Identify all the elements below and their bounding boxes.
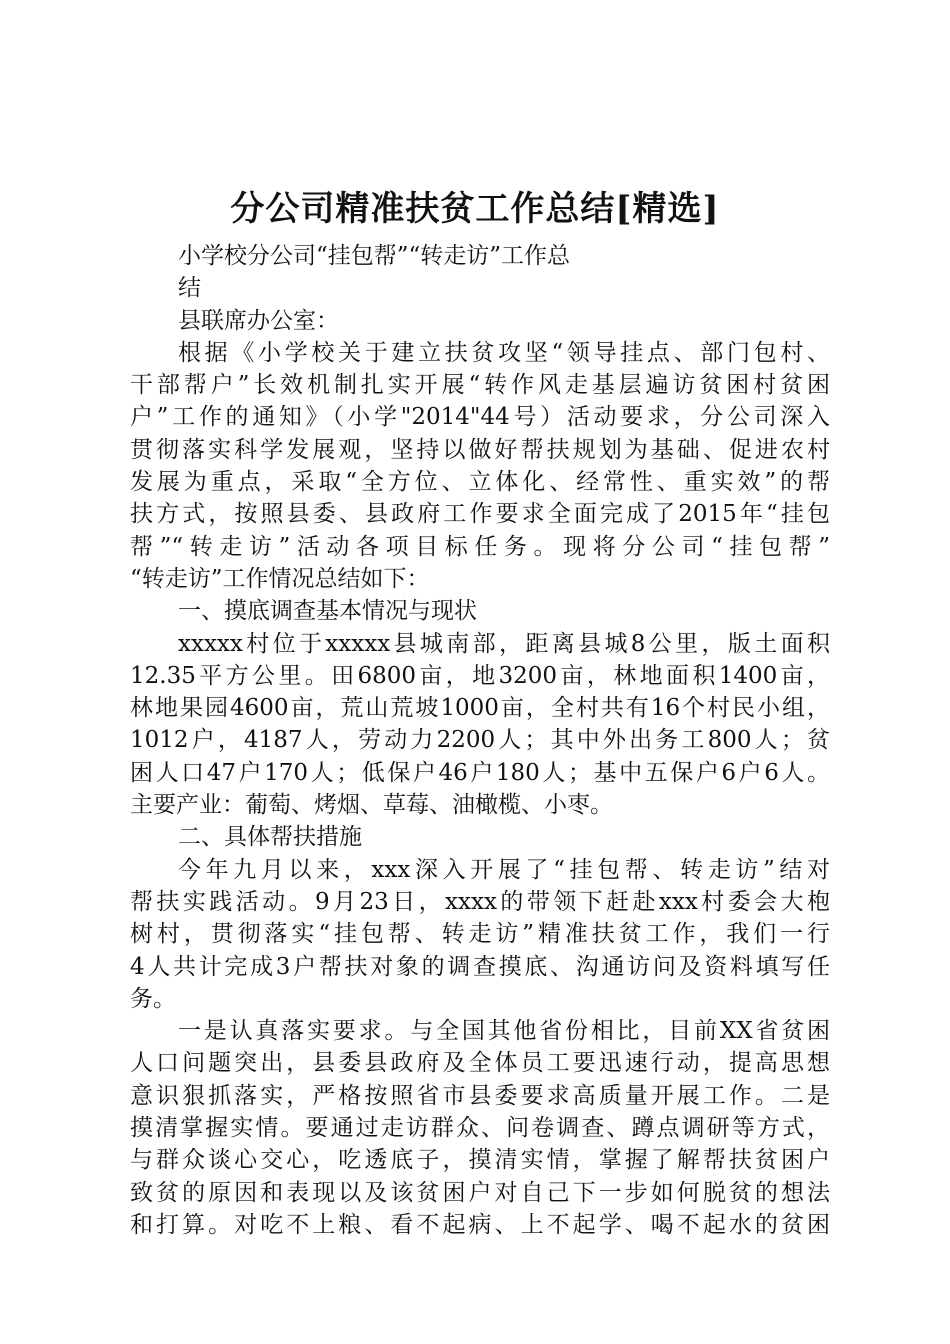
text-line: 主要产业：葡萄、烤烟、草莓、油橄榄、小枣。 xyxy=(130,792,613,819)
text-line: 根据《小学校关于建立扶贫攻坚“领导挂点、部门包村、 xyxy=(178,339,830,366)
text-line: “转走访”工作情况总结如下： xyxy=(130,565,430,592)
text-line: 一是认真落实要求。与全国其他省份相比，目前XX省贫困 xyxy=(178,1018,830,1045)
text-line: 帮扶实践活动。9月23日，xxxx的带领下赶赴xxx村委会大枹 xyxy=(130,888,830,915)
text-line: 二、具体帮扶措施 xyxy=(178,824,362,851)
text-line: 困人口47户170人；低保户46户180人；基中五保户6户6人。 xyxy=(130,759,830,786)
text-line: 和打算。对吃不上粮、看不起病、上不起学、喝不起水的贫困 xyxy=(130,1211,830,1238)
text-line: 与群众谈心交心，吃透底子，摸清实情，掌握了解帮扶贫困户 xyxy=(130,1147,830,1174)
text-line: 今年九月以来，xxx深入开展了“挂包帮、转走访”结对 xyxy=(178,856,830,883)
text-line: 意识狠抓落实，严格按照省市县委要求高质量开展工作。二是 xyxy=(130,1082,830,1109)
text-line: 12.35平方公里。田6800亩，地3200亩，林地面积1400亩， xyxy=(130,662,830,689)
text-line: 人口问题突出，县委县政府及全体员工要迅速行动，提高思想 xyxy=(130,1050,830,1077)
text-line: 一、摸底调查基本情况与现状 xyxy=(178,598,477,625)
document-body xyxy=(130,240,830,1241)
text-line: 致贫的原因和表现以及该贫困户对自己下一步如何脱贫的想法 xyxy=(130,1179,830,1206)
text-line: 贯彻落实科学发展观，坚持以做好帮扶规划为基础、促进农村 xyxy=(130,436,830,463)
text-line: 小学校分公司“挂包帮”“转走访”工作总 xyxy=(178,243,571,269)
text-line: 扶方式，按照县委、县政府工作要求全面完成了2015年“挂包 xyxy=(130,501,830,528)
text-line: 结 xyxy=(178,275,201,302)
text-line: 务。 xyxy=(130,985,176,1012)
text-line: 干部帮户”长效机制扎实开展“转作风走基层遍访贫困村贫困 xyxy=(130,372,830,399)
text-line: 户”工作的通知》（小学"2014"44号）活动要求，分公司深入 xyxy=(130,404,830,431)
text-line: 摸清掌握实情。要通过走访群众、问卷调查、蹲点调研等方式， xyxy=(130,1115,830,1142)
text-line: 树村，贯彻落实“挂包帮、转走访”精准扶贫工作，我们一行 xyxy=(130,921,830,948)
text-line: 县联席办公室： xyxy=(178,307,339,334)
text-line: 发展为重点，采取“全方位、立体化、经常性、重实效”的帮 xyxy=(130,469,830,496)
text-line: 1012户，4187人，劳动力2200人；其中外出务工800人；贫 xyxy=(130,727,830,754)
document-title: 分公司精准扶贫工作总结[精选] xyxy=(230,189,720,229)
text-line: 帮”“转走访”活动各项目标任务。现将分公司“挂包帮” xyxy=(130,533,830,560)
text-line: xxxxx村位于xxxxx县城南部，距离县城8公里，版土面积 xyxy=(178,630,830,657)
text-line: 4人共计完成3户帮扶对象的调查摸底、沟通访问及资料填写任 xyxy=(130,953,830,980)
text-line: 林地果园4600亩，荒山荒坡1000亩，全村共有16个村民小组， xyxy=(130,695,830,722)
